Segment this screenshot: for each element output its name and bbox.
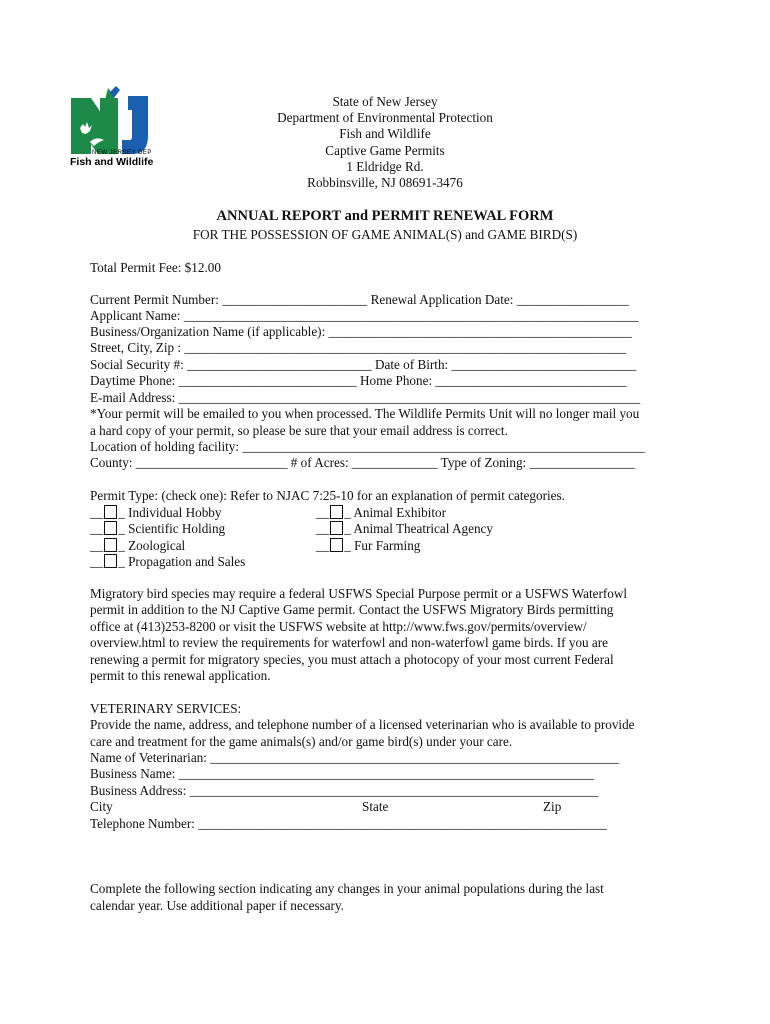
paragraph-line: office at (413)253-8200 or visit the USFWS website at http://www.fws.gov/permits/overview/ xyxy=(90,618,587,634)
permit-option[interactable]: __ _ Animal Theatrical Agency xyxy=(316,521,493,536)
business-name-field[interactable]: Business/Organization Name (if applicable): ______________________________________________ xyxy=(90,324,632,339)
paragraph-line: permit to this renewal application. xyxy=(90,668,271,684)
header-line: State of New Jersey xyxy=(332,94,438,109)
checkbox[interactable] xyxy=(330,538,343,552)
vet-address-field[interactable]: Business Address: ______________________________________________________________ xyxy=(90,783,599,798)
permit-option[interactable]: __ _ Scientific Holding xyxy=(90,521,226,536)
checkbox[interactable] xyxy=(104,554,117,568)
permit-type-intro: Permit Type: (check one): Refer to NJAC 7:25-10 for an explanation of permit categories. xyxy=(90,488,565,503)
header-line: Robbinsville, NJ 08691-3476 xyxy=(307,175,463,191)
checkbox[interactable] xyxy=(104,505,117,519)
checkbox[interactable] xyxy=(104,538,117,552)
logo-caption xyxy=(70,150,170,168)
permit-option[interactable]: __ _ Individual Hobby xyxy=(90,505,222,520)
vet-business-field[interactable]: Business Name: _______________________________________________________________ xyxy=(90,766,595,781)
paragraph-line: renewing a permit for migratory species, you must attach a photocopy of your most current Federal xyxy=(90,651,614,667)
logo-small-text: NEW JERSEY DEP xyxy=(92,150,152,156)
vet-zip-label[interactable]: Zip xyxy=(543,799,562,814)
street-field[interactable]: Street, City, Zip : ___________________________________________________________________ xyxy=(90,340,627,355)
permit-fee: Total Permit Fee: $12.00 xyxy=(90,260,221,275)
applicant-name-field[interactable]: Applicant Name: _____________________________________________________________________ xyxy=(90,308,639,323)
paragraph-line: overview.html to review the requirements for waterfowl and non-waterfowl game birds. If you are xyxy=(90,635,609,651)
header-line: Captive Game Permits xyxy=(325,142,445,158)
option-label: Fur Farming xyxy=(354,538,421,553)
county-field[interactable]: County: _______________________ # of Acres: _____________ Type of Zoning: ________________ xyxy=(90,455,635,470)
current-permit-field[interactable]: Current Permit Number: ______________________ Renewal Application Date: _________________ xyxy=(90,292,629,307)
form-subtitle: FOR THE POSSESSION OF GAME ANIMAL(S) and GAME BIRD(S) xyxy=(192,227,578,242)
header-line: Department of Environmental Protection xyxy=(277,110,493,126)
option-label: Propagation and Sales xyxy=(128,554,246,569)
permit-option[interactable]: __ _ Zoological xyxy=(90,538,186,553)
permit-option[interactable]: __ _ Fur Farming xyxy=(316,538,421,553)
form-title: ANNUAL REPORT and PERMIT RENEWAL FORM xyxy=(216,208,554,224)
checkbox[interactable] xyxy=(104,521,117,535)
email-note: *Your permit will be emailed to you when processed. The Wildlife Permits Unit will no longer mail you xyxy=(90,406,640,421)
vet-description: Provide the name, address, and telephone number of a licensed veterinarian who is available to provide xyxy=(90,717,635,732)
option-label: Scientific Holding xyxy=(128,521,226,536)
email-field[interactable]: E-mail Address: ______________________________________________________________________ xyxy=(90,390,641,405)
checkbox[interactable] xyxy=(330,505,343,519)
changes-instruction: Complete the following section indicating any changes in your animal populations during the last xyxy=(90,881,604,896)
header-line: Fish and Wildlife xyxy=(339,126,431,142)
changes-instruction: calendar year. Use additional paper if necessary. xyxy=(90,898,344,913)
vet-city-label[interactable]: City xyxy=(90,799,113,814)
paragraph-line: Migratory bird species may require a federal USFWS Special Purpose permit or a USFWS Waterfowl xyxy=(90,586,628,601)
permit-option[interactable]: __ _ Propagation and Sales xyxy=(90,554,246,569)
vet-state-label[interactable]: State xyxy=(362,799,389,814)
vet-phone-field[interactable]: Telephone Number: ______________________________________________________________ xyxy=(90,816,608,831)
logo-big-text: Fish and Wildlife xyxy=(70,156,154,168)
vet-heading: VETERINARY SERVICES: xyxy=(90,701,242,716)
vet-name-field[interactable]: Name of Veterinarian: ______________________________________________________________ xyxy=(90,750,620,765)
agency-header xyxy=(200,94,570,191)
phone-field[interactable]: Daytime Phone: ___________________________ Home Phone: _____________________________ xyxy=(90,373,627,388)
paragraph-line: permit in addition to the NJ Captive Game permit. Contact the USFWS Migratory Birds permitting xyxy=(90,602,614,618)
vet-description: care and treatment for the game animals(s) and/or game bird(s) under your care. xyxy=(90,734,513,749)
option-label: Animal Exhibitor xyxy=(353,505,447,520)
email-note: a hard copy of your permit, so please be sure that your email address is correct. xyxy=(90,423,508,438)
permit-option[interactable]: __ _ Animal Exhibitor xyxy=(316,505,447,520)
ssn-dob-field[interactable]: Social Security #: ____________________________ Date of Birth: ____________________________ xyxy=(90,357,637,372)
migratory-paragraph xyxy=(90,586,690,684)
header-line: 1 Eldridge Rd. xyxy=(346,158,424,174)
option-label: Zoological xyxy=(128,538,186,553)
option-label: Individual Hobby xyxy=(128,505,222,520)
location-field[interactable]: Location of holding facility: _____________________________________________________________ xyxy=(90,439,645,454)
checkbox[interactable] xyxy=(330,521,343,535)
option-label: Animal Theatrical Agency xyxy=(353,521,493,536)
